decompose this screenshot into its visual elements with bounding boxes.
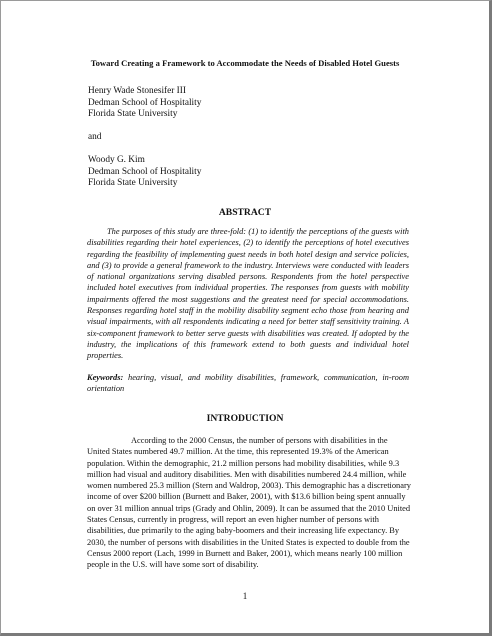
keywords-text: hearing, visual, and mobility disabilities, framework, communication, in-room orientation	[87, 373, 409, 394]
author-school: Dedman School of Hospitality	[88, 166, 202, 177]
keywords-label: Keywords:	[87, 373, 124, 382]
author-name: Henry Wade Stonesifer III	[88, 86, 186, 96]
page-number: 1	[242, 591, 248, 601]
introduction-heading: INTRODUCTION	[206, 413, 284, 424]
introduction-paragraph: According to the 2000 Census, the number of persons with disabilities in the United States numbered 49.7 million. At the time, this represented 19.3% of the American population. Within the demographic, 21.2 million persons had mobility disabilities, while 9.3 million had visual and auditory disabilities. Men with disabilities numbered 24.4 million, while women numbered 25.3 million (Stern and Waldrop, 2003). This demographic has a discretionary income of over $200 billion (Burnett and Baker, 2001), with $13.6 billion being spent annually on over 31 million annual trips (Grady and Ohlin, 2009). It can be assumed that the 2010 United States Census, currently in progress, will report an even higher number of persons with disabilities, due primarily to the aging baby-boomers and their increasing life expectancy. By 2030, the number of persons with disabilities in the United States is expected to double from the Census 2000 report (Lach, 1999 in Burnett and Baker, 2001), which means nearly 100 million people in the U.S. will have some sort of disability.	[87, 436, 411, 570]
abstract-paragraph: The purposes of this study are three-fold: (1) to identify the perceptions of the guests with disabilities regarding their hotel experiences, (2) to identify the perceptions of hotel executives regarding the feasibility of implementing guest needs in both hotel design and service policies, and (3) to provide a general framework to the industry. Interviews were conducted with leaders of national organizations serving disabled persons. Respondents from the hotel perspective included hotel executives from individual properties. The responses from guests with mobility impairments offered the most suggestions and the greatest need for special accommodations. Responses regarding hotel staff in the mobility disability segment echo those from hearing and visual impairments, with all respondents indicating a need for better staff sensitivity training. A six-component framework to better serve guests with disabilities was created. If adopted by the industry, the implications of this framework extend to both guests and individual hotel properties.	[87, 227, 409, 361]
author-block-1	[88, 86, 201, 121]
paper-title: Toward Creating a Framework to Accommodate the Needs of Disabled Hotel Guests	[90, 58, 400, 68]
author-school: Dedman School of Hospitality	[88, 97, 202, 108]
keywords-line	[87, 372, 409, 395]
author-university: Florida State University	[88, 109, 178, 119]
author-block-2	[88, 155, 201, 190]
author-conjunction: and	[88, 132, 102, 142]
author-name: Woody G. Kim	[88, 155, 145, 165]
abstract-heading: ABSTRACT	[218, 207, 272, 218]
author-university: Florida State University	[88, 178, 178, 188]
